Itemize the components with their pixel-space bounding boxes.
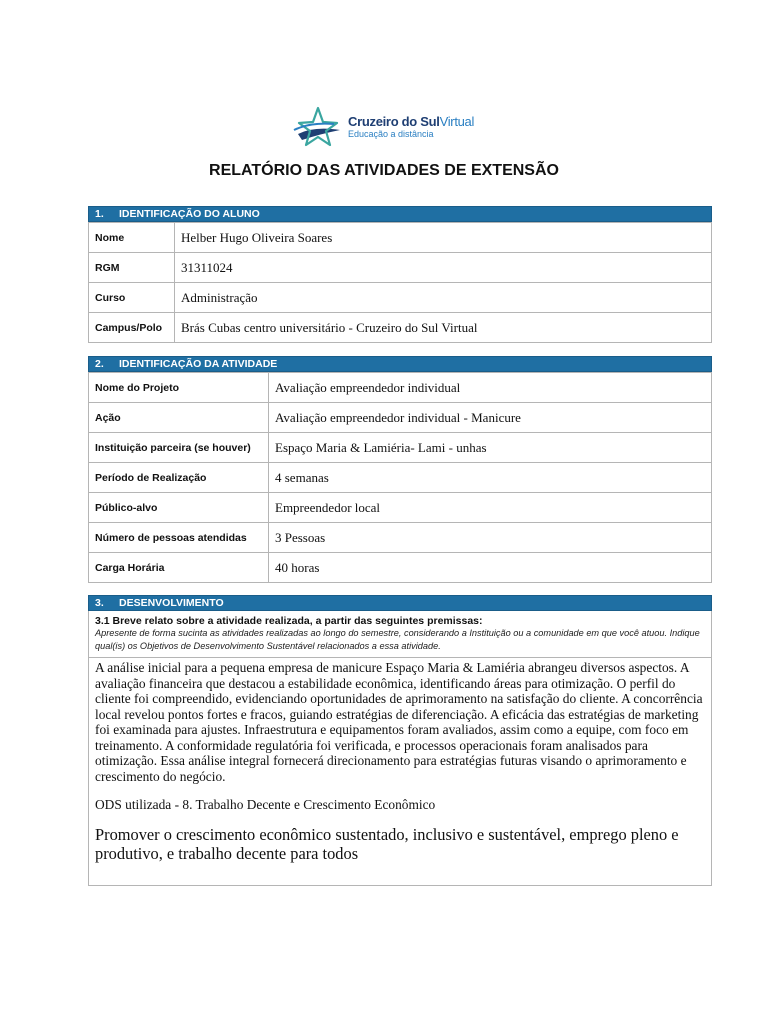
row-label: Ação [89,403,269,433]
row-label: Instituição parceira (se houver) [89,433,269,463]
table-row [89,403,712,433]
row-label: Nome [89,223,175,253]
document-title: RELATÓRIO DAS ATIVIDADES DE EXTENSÃO [209,162,559,179]
cruzeiro-do-sul-logo [290,104,490,150]
row-value: 31311024 [175,253,712,283]
row-value: Avaliação empreendedor individual [269,373,712,403]
row-value: Empreendedor local [269,493,712,523]
section-activity-identification [88,356,712,583]
row-value: Espaço Maria & Lamiéria- Lami - unhas [269,433,712,463]
row-value: Administração [175,283,712,313]
ods-text: ODS utilizada - 8. Trabalho Decente e Crescimento Econômico [95,797,436,812]
spacer [95,863,705,877]
table-row [89,463,712,493]
question-block [89,611,711,658]
row-value: Helber Hugo Oliveira Soares [175,223,712,253]
logo-tagline: Educação a distância [348,129,434,139]
table-row [89,523,712,553]
logo-brand: Cruzeiro do SulVirtual [348,114,475,129]
section-header: 1. IDENTIFICAÇÃO DO ALUNO [88,206,712,222]
question-hint: Apresente de forma sucinta as atividades realizadas ao longo do semestre, considerando a Instituição ou a comunidade em que você atuou. Indique qual(is) os Objetivos de Desenvolvimento Sustentável relacionados a essa atividade. [95,628,700,651]
student-table [88,222,712,343]
row-value: 3 Pessoas [269,523,712,553]
table-row [89,373,712,403]
row-label: Curso [89,283,175,313]
activity-table [88,372,712,583]
table-row [89,223,712,253]
answer-text: A análise inicial para a pequena empresa de manicure Espaço Maria & Lamiéria abrangeu diversos aspectos. A avaliação financeira que destacou a estabilidade econômica, identificando áreas para otimização. O perfil do cliente foi compreendido, evidenciando oportunidades de aprimoramento na satisfação do cliente. A concorrência local revelou pontos fortes e fracos, guiando estratégias de diferenciação. A eficácia das estratégias de marketing foi examinada para ajustes. Infraestrutura e equipamentos foram avaliados, assim como a equipe, com foco em treinamento. A conformidade regulatória foi verificada, e processos operacionais foram analisados para otimização. Essa análise integral fornecerá direcionamento para estratégias futuras visando o aprimoramento e crescimento do negócio. [95,660,703,784]
row-label: Público-alvo [89,493,269,523]
table-row [89,313,712,343]
row-label: Campus/Polo [89,313,175,343]
question-title: 3.1 Breve relato sobre a atividade realizada, a partir das seguintes premissas: [95,615,483,627]
section-student-identification [88,206,712,343]
section-header: 2. IDENTIFICAÇÃO DA ATIVIDADE [88,356,712,372]
section-header: 3. DESENVOLVIMENTO [88,595,712,611]
row-label: Número de pessoas atendidas [89,523,269,553]
star-swoosh-icon [290,104,344,150]
row-value: 40 horas [269,553,712,583]
table-row [89,283,712,313]
section-development [88,595,712,886]
row-label: Período de Realização [89,463,269,493]
answer-block [89,658,711,885]
ods-goal-text: Promover o crescimento econômico sustentado, inclusivo e sustentável, emprego pleno e produtivo, e trabalho decente para todos [95,824,679,863]
row-label: RGM [89,253,175,283]
table-row [89,553,712,583]
row-label: Nome do Projeto [89,373,269,403]
row-value: Avaliação empreendedor individual - Manicure [269,403,712,433]
row-value: Brás Cubas centro universitário - Cruzeiro do Sul Virtual [175,313,712,343]
row-value: 4 semanas [269,463,712,493]
table-row [89,253,712,283]
development-box [88,611,712,886]
row-label: Carga Horária [89,553,269,583]
logo-text [348,115,474,139]
table-row [89,433,712,463]
table-row [89,493,712,523]
